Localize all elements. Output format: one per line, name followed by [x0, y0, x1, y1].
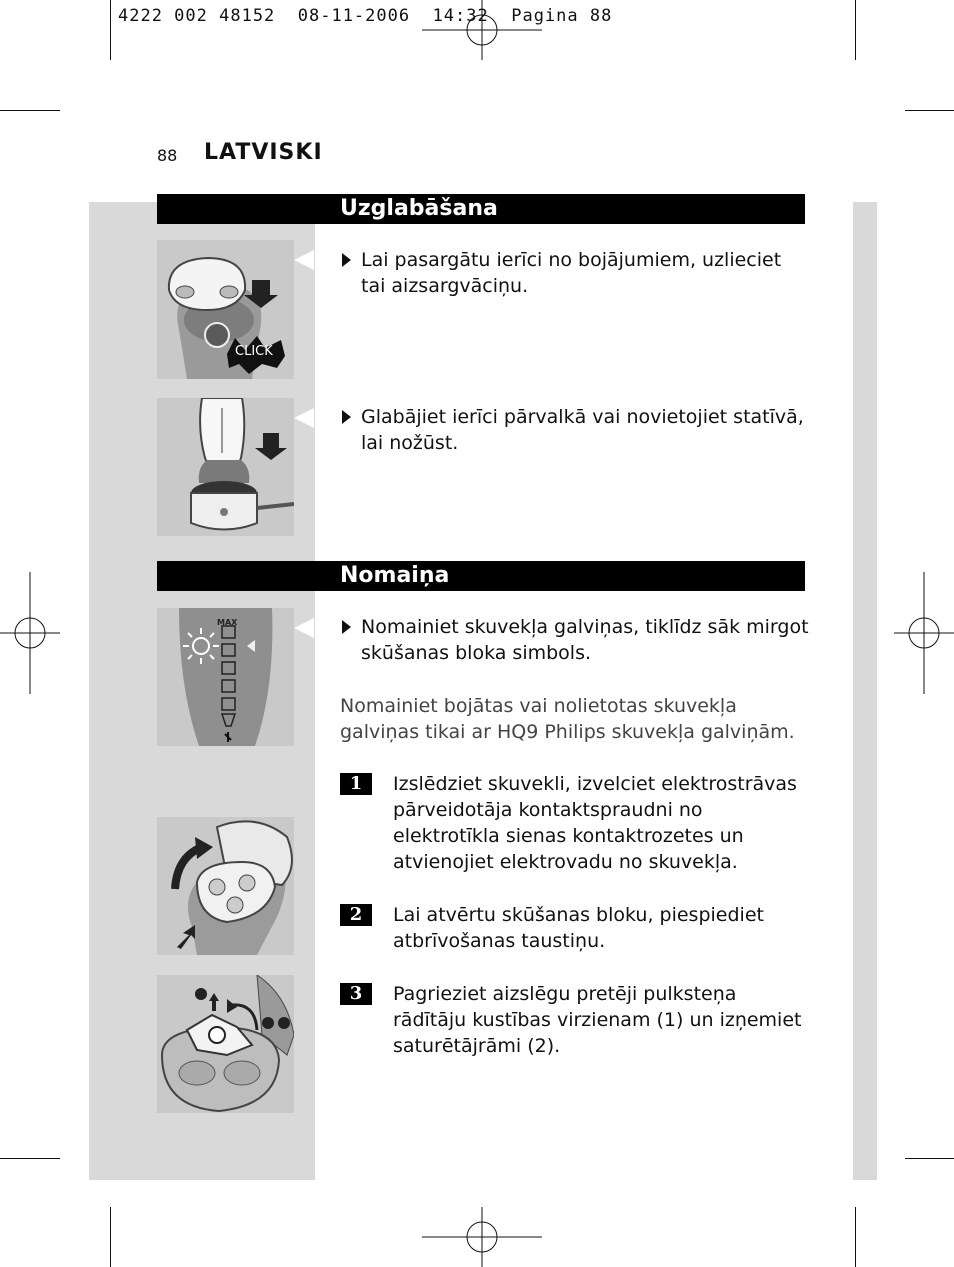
crop-mark: [855, 1207, 856, 1267]
registration-mark-icon: [0, 572, 62, 694]
bullet-text: Nomainiet skuvekļa galviņas, tiklīdz sāk mirgot skūšanas bloka simbols.: [361, 616, 809, 664]
bullet-icon: [342, 410, 351, 424]
page-number: 88: [157, 146, 178, 165]
language-heading: LATVISKI: [204, 140, 323, 165]
replacement-note: Nomainiet bojātas vai nolietotas skuvekļa galviņas tikai ar HQ9 Philips skuvekļa galviņām.: [340, 695, 795, 743]
step-number: 1: [340, 773, 372, 795]
illustration-display: [157, 608, 294, 746]
callout-pointer: [294, 618, 314, 638]
registration-mark-icon: [892, 572, 954, 694]
registration-mark-icon: [420, 1205, 544, 1267]
step-number: 3: [340, 983, 372, 1005]
callout-pointer: [294, 408, 314, 428]
illustration-shaver-stand: [157, 398, 294, 536]
crop-mark: [0, 110, 60, 111]
click-label: CLICK: [235, 344, 273, 359]
bullet-icon: [342, 620, 351, 634]
crop-mark: [855, 0, 856, 60]
max-label: MAX: [217, 618, 238, 627]
crop-mark: [905, 110, 954, 111]
step-text: Pagrieziet aizslēgu pretēji pulksteņa rādītāju kustības virzienam (1) un izņemiet saturētājrāmi (2).: [393, 983, 802, 1057]
crop-mark: [110, 1207, 111, 1267]
illustration-shaver-cap: [157, 240, 294, 379]
registration-mark-icon: [420, 0, 544, 62]
print-slug: 4222 002 48152 08-11-2006 14:32 Pagina 88: [118, 6, 613, 26]
illustration-open-unit: [157, 817, 294, 955]
step-number: 2: [340, 904, 372, 926]
bullet-text: Lai pasargātu ierīci no bojājumiem, uzlieciet tai aizsargvāciņu.: [361, 249, 782, 297]
section-title-replacement: Nomaiņa: [157, 561, 805, 591]
right-margin-band: [853, 202, 877, 1180]
bullet-icon: [342, 253, 351, 267]
callout-pointer: [294, 250, 314, 270]
crop-mark: [905, 1158, 954, 1159]
illustration-retaining-frame: [157, 975, 294, 1113]
bullet-text: Glabājiet ierīci pārvalkā vai novietojiet statīvā, lai nožūst.: [361, 406, 804, 454]
crop-mark: [110, 0, 111, 60]
crop-mark: [0, 1158, 60, 1159]
step-text: Izslēdziet skuvekli, izvelciet elektrostrāvas pārveidotāja kontaktspraudni no elektrotīkla sienas kontaktrozetes un atvienojiet elektrovadu no skuvekļa.: [393, 773, 797, 873]
step-text: Lai atvērtu skūšanas bloku, piespiediet atbrīvošanas taustiņu.: [393, 904, 764, 952]
section-title-storage: Uzglabāšana: [157, 194, 805, 224]
